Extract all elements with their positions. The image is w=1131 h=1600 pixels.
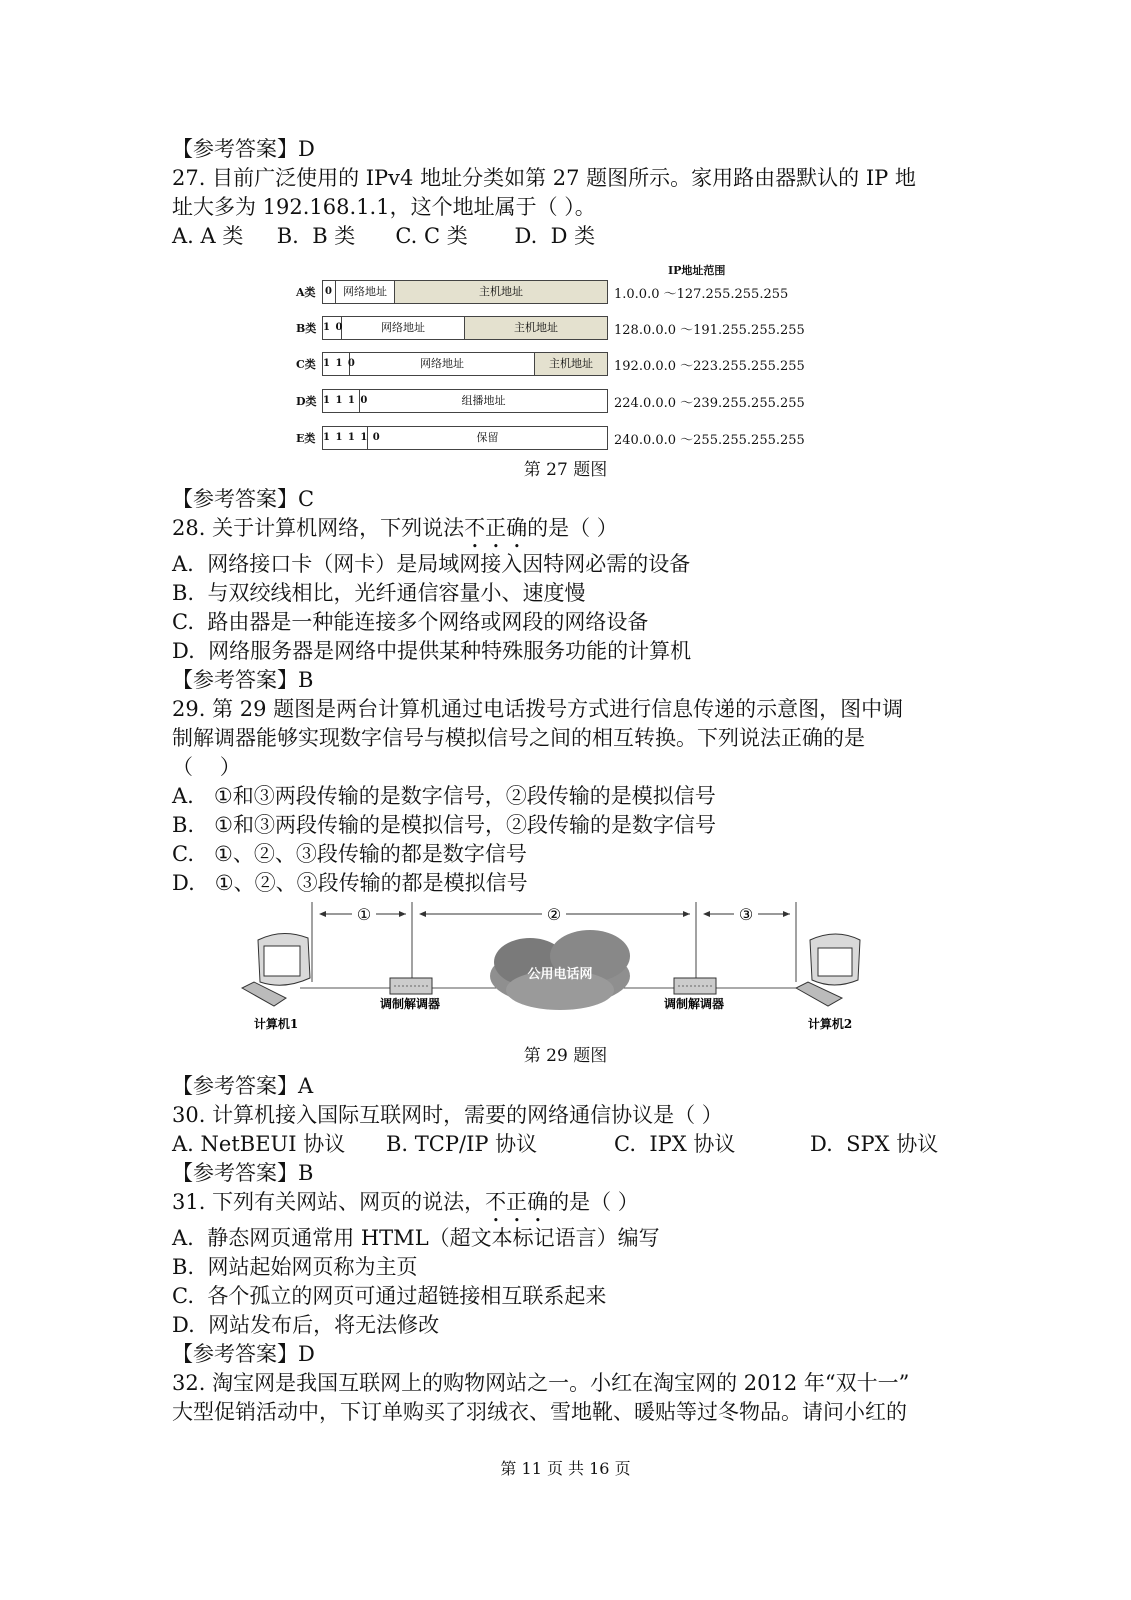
computer-1-icon: [242, 933, 310, 1006]
answer-26: 【参考答案】D: [172, 137, 315, 161]
ip-class-label: D类: [296, 395, 317, 408]
ip-class-label: C类: [296, 358, 316, 371]
modem-1-icon: [390, 978, 432, 994]
q30-option-c: C. IPX 协议: [614, 1132, 736, 1156]
ip-range: 240.0.0.0 ～255.255.255.255: [614, 433, 805, 448]
ip-range: 1.0.0.0 ～127.255.255.255: [614, 287, 789, 302]
q30-option-a: A. NetBEUI 协议: [172, 1132, 346, 1156]
page-footer: 第 11 页 共 16 页: [500, 1459, 631, 1478]
dialup-network-figure: [230, 898, 910, 1046]
ip-net: 保留: [476, 431, 499, 444]
ip-bits: 1 1 1 0: [323, 390, 360, 412]
q31-emphasis: 不正确: [485, 1190, 549, 1214]
q31-stem-post: 的是（ ）: [548, 1190, 639, 1214]
ip-row-e: [296, 426, 816, 452]
ip-row-a: [296, 280, 816, 306]
ip-bits: 1 1 0: [323, 353, 350, 375]
q31-stem: [172, 1187, 639, 1227]
computer-2-icon: [796, 934, 860, 1006]
q28-stem-post: 的是（ ）: [527, 516, 618, 540]
ip-bits: 1 1 1 1 0: [323, 427, 368, 449]
modem-2-icon: [674, 978, 716, 994]
ip-net: 网络地址: [342, 317, 465, 339]
ip-class-figure: [296, 262, 816, 462]
ip-host: 主机地址: [535, 353, 607, 375]
q30-option-d: D. SPX 协议: [810, 1132, 939, 1156]
q31-option-a: A. 静态网页通常用 HTML（超文本标记语言）编写: [172, 1226, 660, 1250]
ip-range: 192.0.0.0 ～223.255.255.255: [614, 359, 805, 374]
q32-line2: 大型促销活动中，下订单购买了羽绒衣、雪地靴、暖贴等过冬物品。请问小红的: [172, 1400, 907, 1424]
q28-option-b: B. 与双绞线相比，光纤通信容量小、速度慢: [172, 581, 586, 605]
answer-29: 【参考答案】A: [172, 1074, 314, 1098]
ip-class-label: B类: [296, 322, 317, 335]
answer-31: 【参考答案】D: [172, 1342, 315, 1366]
q31-stem-pre: 31. 下列有关网站、网页的说法，: [172, 1190, 486, 1214]
segment-1-label: ①: [356, 905, 372, 924]
ip-range: 224.0.0.0 ～239.255.255.255: [614, 396, 805, 411]
ip-class-label: A类: [296, 286, 316, 299]
ip-row-c: [296, 352, 816, 378]
ip-range: 128.0.0.0 ～191.255.255.255: [614, 323, 805, 338]
q28-option-a: A. 网络接口卡（网卡）是局域网接入因特网必需的设备: [172, 552, 691, 576]
ip-net: 组播地址: [461, 394, 506, 407]
modem-1-label: 调制解调器: [379, 997, 441, 1011]
q29-option-b: B. ①和③两段传输的是模拟信号，②段传输的是数字信号: [172, 813, 716, 837]
q29-line1: 29. 第 29 题图是两台计算机通过电话拨号方式进行信息传递的示意图，图中调: [172, 697, 904, 721]
q28-stem: [172, 513, 618, 553]
q31-option-b: B. 网站起始网页称为主页: [172, 1255, 418, 1279]
q31-option-c: C. 各个孤立的网页可通过超链接相互联系起来: [172, 1284, 607, 1308]
segment-2-label: ②: [546, 905, 562, 924]
q27-options: A. A 类 B. B 类 C. C 类 D. D 类: [172, 224, 596, 248]
q29-option-d: D. ①、②、③段传输的都是模拟信号: [172, 871, 528, 895]
computer-2-label: 计算机2: [807, 1017, 853, 1031]
q28-option-c: C. 路由器是一种能连接多个网络或网段的网络设备: [172, 610, 649, 634]
fig29-caption: 第 29 题图: [523, 1046, 608, 1066]
answer-30: 【参考答案】B: [172, 1161, 314, 1185]
ip-class-label: E类: [296, 432, 316, 445]
ip-host: 主机地址: [465, 317, 607, 339]
modem-2-label: 调制解调器: [663, 997, 725, 1011]
q32-line1: 32. 淘宝网是我国互联网上的购物网站之一。小红在淘宝网的 2012 年“双十一”: [172, 1371, 910, 1395]
q28-stem-pre: 28. 关于计算机网络，下列说法: [172, 516, 465, 540]
answer-28: 【参考答案】B: [172, 668, 314, 692]
answer-27: 【参考答案】C: [172, 487, 315, 511]
q29-option-c: C. ①、②、③段传输的都是数字信号: [172, 842, 527, 866]
q30-stem: 30. 计算机接入国际互联网时，需要的网络通信协议是（ ）: [172, 1103, 723, 1127]
q30-option-b: B. TCP/IP 协议: [386, 1132, 538, 1156]
q27-line2: 址大多为 192.168.1.1，这个地址属于（ ）。: [172, 195, 596, 219]
ip-bits: 0: [323, 281, 336, 303]
ip-net: 网络地址: [350, 353, 535, 375]
ip-row-b: [296, 316, 816, 342]
q29-line3: （ ）: [172, 755, 241, 779]
fig27-caption: 第 27 题图: [523, 460, 608, 480]
ip-range-header: IP地址范围: [668, 264, 726, 277]
cloud-label: 公用电话网: [527, 967, 593, 982]
q29-option-a: A. ①和③两段传输的是数字信号，②段传输的是模拟信号: [172, 784, 716, 808]
segment-3-label: ③: [738, 905, 754, 924]
q31-option-d: D. 网站发布后，将无法修改: [172, 1313, 440, 1337]
ip-bits: 1 0: [323, 317, 342, 339]
q29-line2: 制解调器能够实现数字信号与模拟信号之间的相互转换。下列说法正确的是: [172, 726, 865, 750]
ip-row-d: [296, 389, 816, 415]
computer-1-label: 计算机1: [253, 1017, 299, 1031]
q28-emphasis: 不正确: [464, 516, 528, 540]
ip-host: 主机地址: [395, 281, 607, 303]
q27-line1: 27. 目前广泛使用的 IPv4 地址分类如第 27 题图所示。家用路由器默认的 IP 地: [172, 166, 916, 190]
ip-net: 网络地址: [336, 281, 395, 303]
q28-option-d: D. 网络服务器是网络中提供某种特殊服务功能的计算机: [172, 639, 692, 663]
